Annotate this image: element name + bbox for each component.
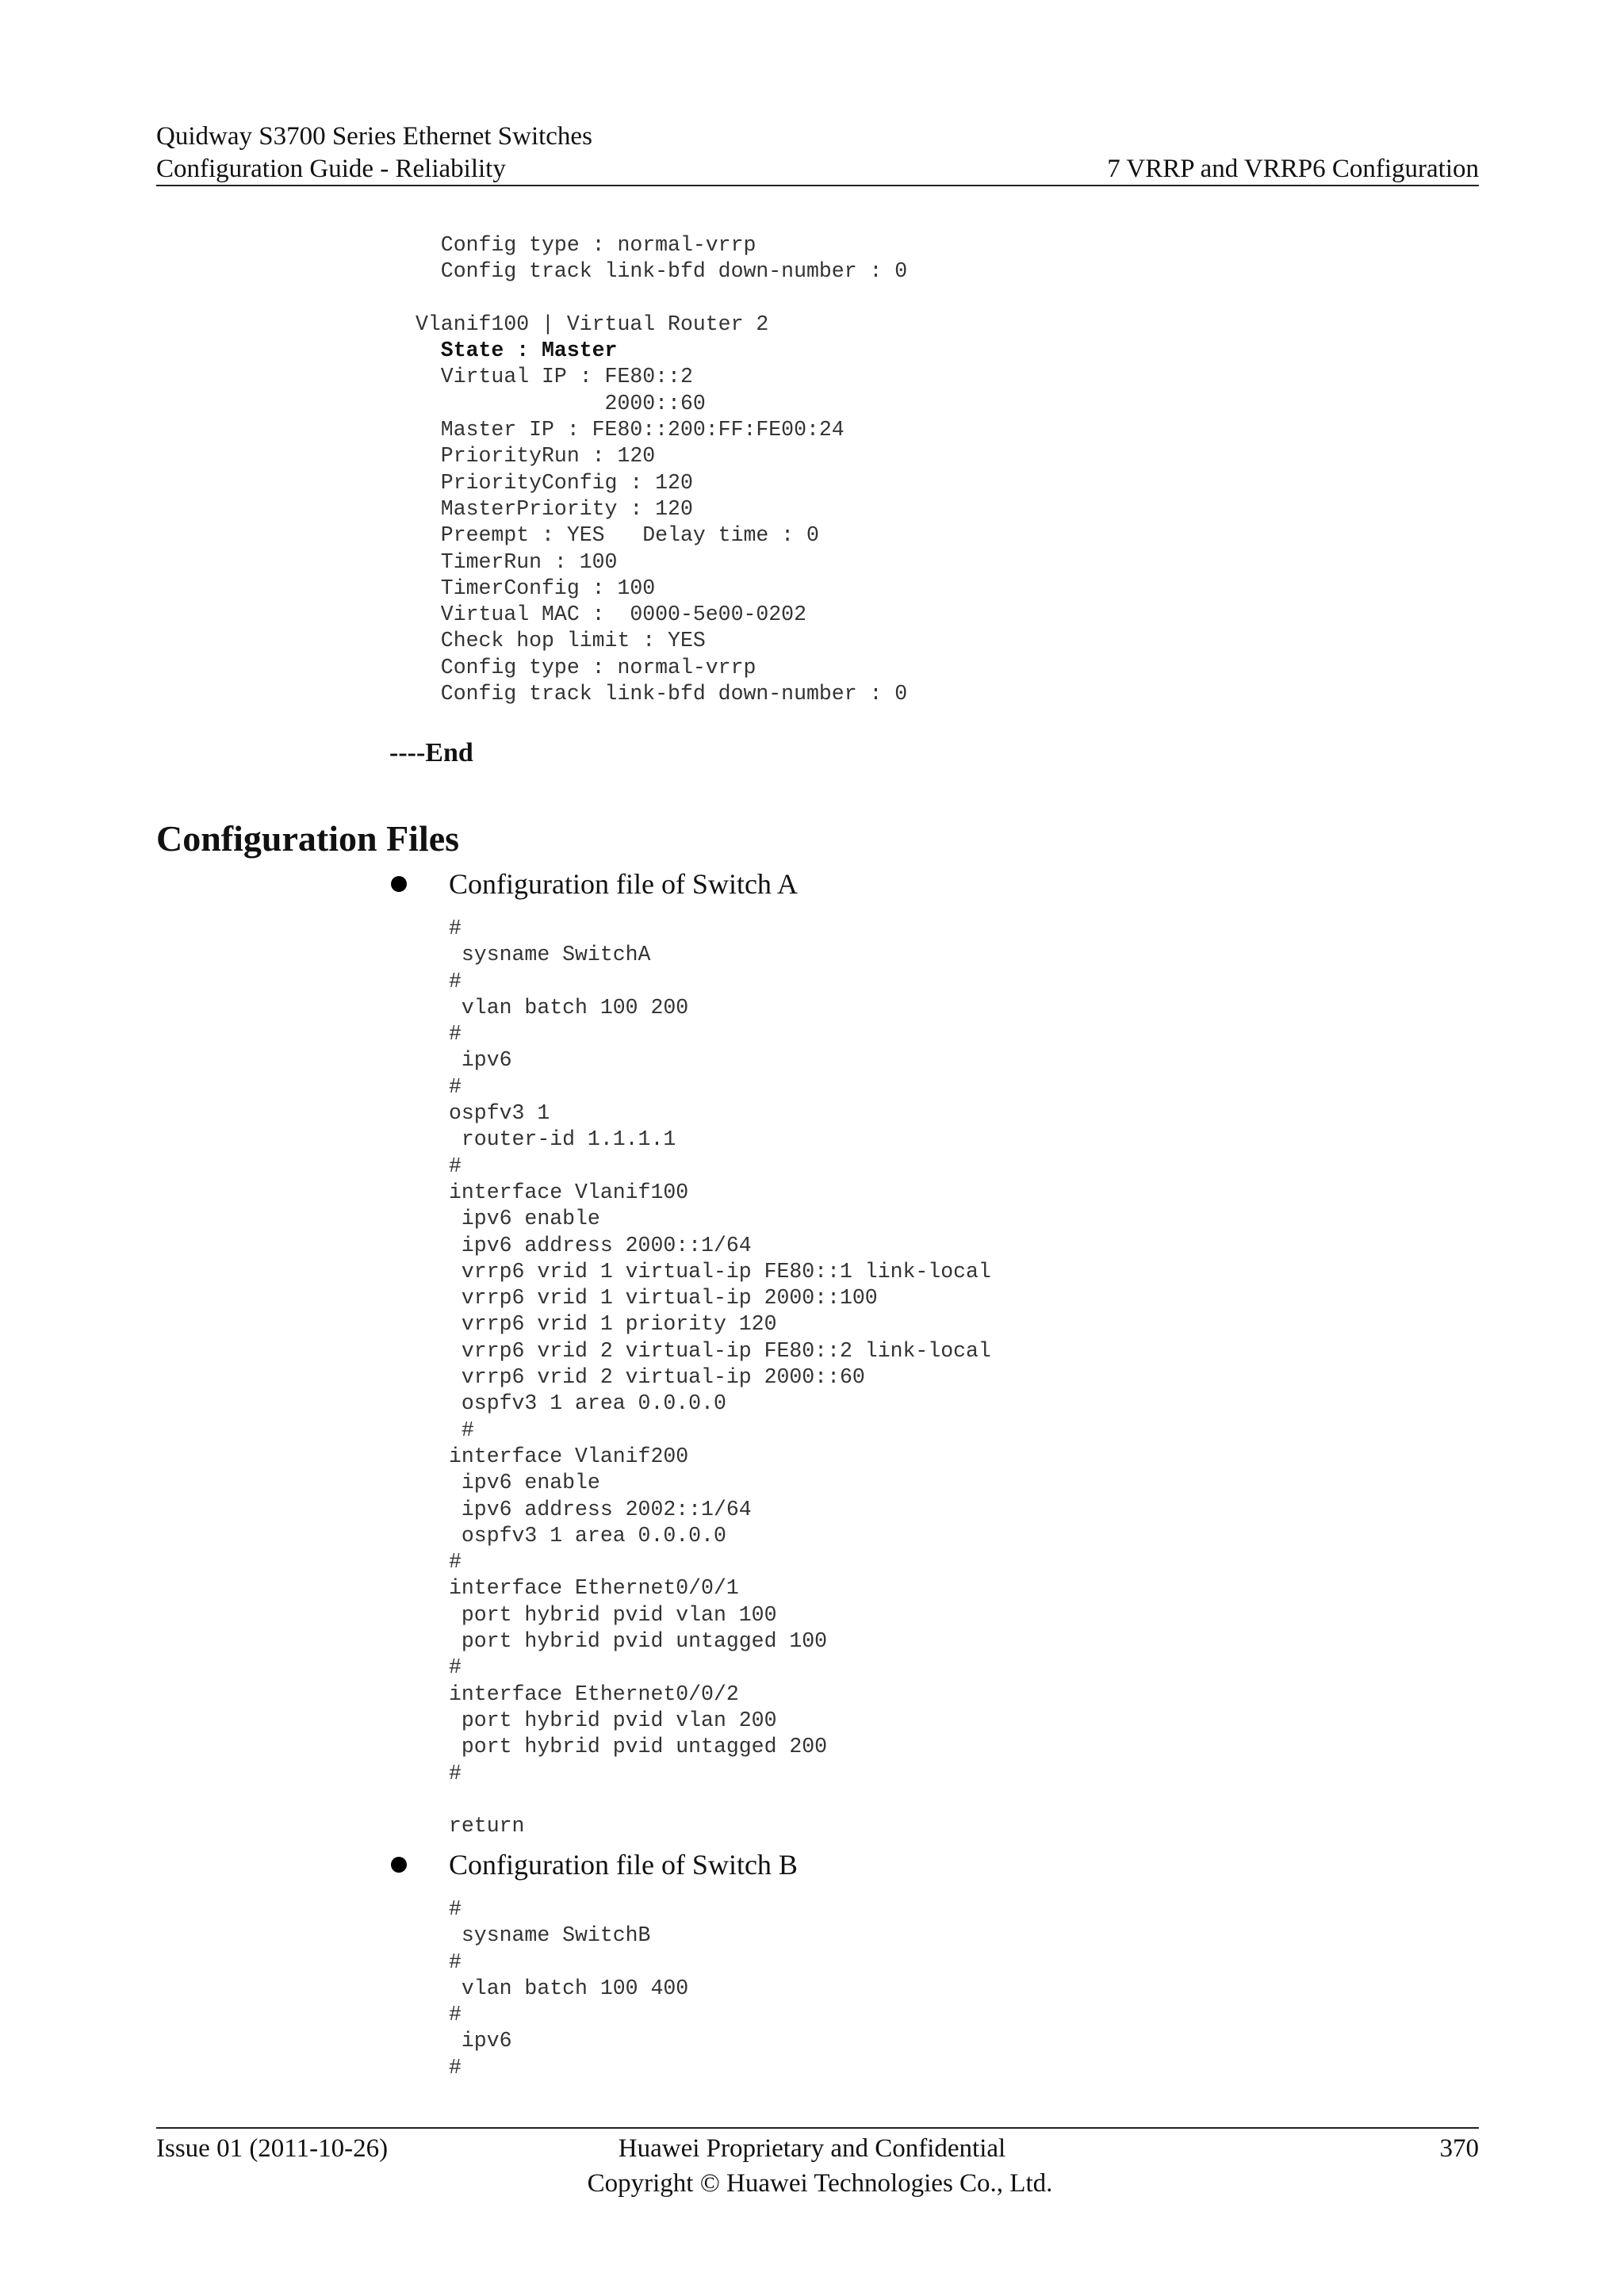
code-line: port hybrid pvid vlan 200 — [449, 1708, 777, 1732]
switch-b-config-block — [449, 1896, 688, 2081]
code-line: port hybrid pvid untagged 100 — [449, 1629, 828, 1654]
code-line: # — [449, 1761, 462, 1785]
code-line: ipv6 address 2000::1/64 — [449, 1233, 752, 1257]
code-line: ospfv3 1 area 0.0.0.0 — [449, 1391, 726, 1416]
code-line: ipv6 enable — [449, 1207, 600, 1231]
code-line: # — [449, 2055, 462, 2080]
code-line — [449, 1787, 991, 1813]
code-line: Preempt : YES Delay time : 0 — [416, 523, 819, 548]
code-line: 2000::60 — [416, 391, 706, 415]
bullet-icon — [391, 1857, 407, 1873]
code-line: interface Ethernet0/0/2 — [449, 1682, 739, 1706]
code-line: # — [449, 969, 462, 993]
code-line: ospfv3 1 — [449, 1101, 550, 1126]
code-line: vrrp6 vrid 1 priority 120 — [449, 1312, 777, 1337]
code-line: sysname SwitchA — [449, 943, 651, 967]
code-line: # — [449, 2003, 462, 2027]
code-line: interface Vlanif200 — [449, 1444, 689, 1468]
bullet-icon — [391, 876, 407, 892]
header-chapter-title: 7 VRRP and VRRP6 Configuration — [1107, 155, 1479, 183]
code-line: ipv6 — [449, 1048, 512, 1073]
code-line: vlan batch 100 400 — [449, 1976, 689, 2000]
code-line: ospfv3 1 area 0.0.0.0 — [449, 1523, 726, 1548]
section-title: Configuration Files — [156, 818, 460, 859]
code-line: # — [449, 916, 462, 940]
code-line: Vlanif100 | Virtual Router 2 — [416, 312, 769, 336]
code-line: Check hop limit : YES — [416, 629, 706, 653]
code-line: # — [449, 1022, 462, 1047]
footer-rule — [156, 2127, 1479, 2129]
code-line: ipv6 address 2002::1/64 — [449, 1497, 752, 1521]
code-line: # — [449, 1418, 474, 1442]
code-line: PriorityRun : 120 — [416, 444, 656, 469]
code-line: TimerRun : 100 — [416, 549, 618, 574]
code-line: MasterPriority : 120 — [416, 496, 693, 521]
code-line: interface Vlanif100 — [449, 1180, 689, 1204]
code-line: TimerConfig : 100 — [416, 576, 656, 600]
code-line: Virtual MAC : 0000-5e00-0202 — [416, 603, 806, 627]
display-output-block — [416, 232, 907, 707]
code-line: vrrp6 vrid 2 virtual-ip FE80::2 link-local — [449, 1338, 991, 1363]
end-marker: ----End — [389, 738, 473, 767]
code-line: vrrp6 vrid 1 virtual-ip FE80::1 link-local — [449, 1259, 991, 1284]
code-line: State : Master — [416, 339, 618, 363]
code-line: # — [449, 1897, 462, 1921]
footer-proprietary-text: Huawei Proprietary and Confidential — [618, 2134, 1006, 2163]
code-line: router-id 1.1.1.1 — [449, 1127, 676, 1152]
code-line: return — [449, 1814, 525, 1839]
code-line — [416, 285, 907, 312]
code-line: # — [449, 1154, 462, 1178]
code-line: Config type : normal-vrrp — [416, 233, 756, 257]
header-guide-title: Configuration Guide - Reliability — [156, 155, 506, 183]
switch-a-config-block — [449, 916, 991, 1839]
code-line: Config track link-bfd down-number : 0 — [416, 682, 908, 706]
code-line: Config track link-bfd down-number : 0 — [416, 259, 908, 284]
switch-a-label: Configuration file of Switch A — [449, 868, 798, 900]
code-line: sysname SwitchB — [449, 1923, 651, 1948]
footer-copyright — [0, 2168, 1624, 2199]
header-rule — [156, 185, 1479, 186]
code-line: PriorityConfig : 120 — [416, 470, 693, 495]
footer-copyright-text: Copyright © Huawei Technologies Co., Ltd. — [587, 2169, 1053, 2198]
code-line: interface Ethernet0/0/1 — [449, 1576, 739, 1601]
code-line: Config type : normal-vrrp — [416, 655, 756, 679]
code-line: vrrp6 vrid 2 virtual-ip 2000::60 — [449, 1365, 865, 1390]
code-line: # — [449, 1655, 462, 1680]
code-line: # — [449, 1550, 462, 1575]
switch-b-label: Configuration file of Switch B — [449, 1849, 798, 1881]
code-line: ipv6 enable — [449, 1471, 600, 1495]
code-line: port hybrid pvid vlan 100 — [449, 1602, 777, 1627]
code-line: ipv6 — [449, 2029, 512, 2053]
footer-proprietary — [0, 2133, 1624, 2164]
code-line: Master IP : FE80::200:FF:FE00:24 — [416, 418, 845, 442]
header-product-name: Quidway S3700 Series Ethernet Switches — [156, 122, 592, 151]
footer-issue: Issue 01 (2011-10-26) — [156, 2134, 389, 2163]
code-line: vrrp6 vrid 1 virtual-ip 2000::100 — [449, 1286, 878, 1311]
code-line: Virtual IP : FE80::2 — [416, 365, 693, 389]
code-line: # — [449, 1950, 462, 1974]
code-line: # — [449, 1074, 462, 1099]
code-line: port hybrid pvid untagged 200 — [449, 1735, 828, 1759]
footer-page-number: 370 — [1439, 2134, 1479, 2163]
code-line: vlan batch 100 200 — [449, 995, 689, 1020]
